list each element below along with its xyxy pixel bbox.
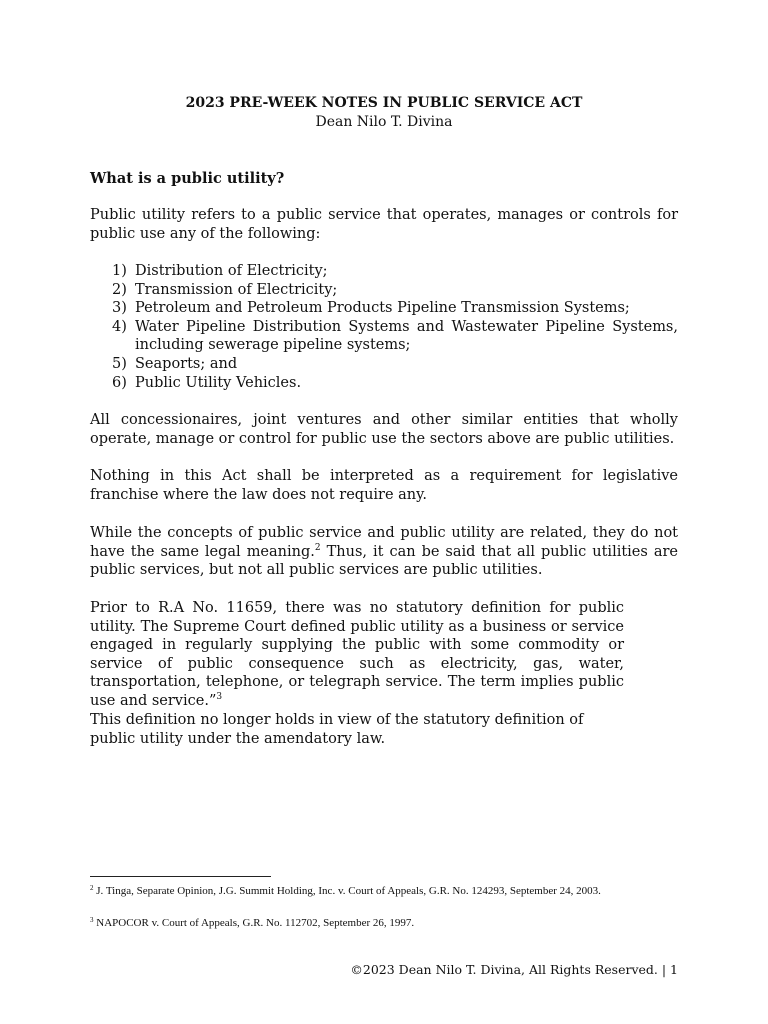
footnote-text: NAPOCOR v. Court of Appeals, G.R. No. 112702, September 26, 1997. (93, 917, 415, 929)
list-number: 2) (112, 281, 127, 298)
footnote-2 (90, 884, 678, 899)
prior-paragraph (90, 599, 624, 711)
footnote-ref-2: 2 (314, 542, 321, 553)
concessionaires-paragraph: All concessionaires, joint ventures and other similar entities that wholly operate, manage or control for public use the sectors above are public utilities. (90, 412, 678, 447)
list-number: 3) (112, 300, 127, 317)
list-text: Petroleum and Petroleum Products Pipeline Transmission Systems; (135, 300, 630, 317)
list-item (112, 281, 678, 300)
list-text: Water Pipeline Distribution Systems and Wastewater Pipeline Systems, including sewerage pipeline systems; (135, 318, 678, 354)
footnote-divider (90, 876, 271, 877)
list-text: Seaports; and (135, 355, 238, 372)
document-title: 2023 PRE-WEEK NOTES IN PUBLIC SERVICE ACT (185, 95, 583, 111)
list-item (112, 374, 678, 393)
list-number: 5) (112, 355, 127, 372)
footnote-mark: 2 (90, 884, 94, 892)
concepts-text-a: While the concepts of public service and public utility are related, they do not have the same legal meaning. (90, 525, 678, 560)
footnote-3 (90, 916, 678, 931)
intro-paragraph: Public utility refers to a public service that operates, manages or controls for public use any of the following: (90, 207, 678, 242)
list-item (112, 262, 678, 281)
footnote-mark: 3 (90, 916, 94, 924)
franchise-paragraph: Nothing in this Act shall be interpreted as a requirement for legislative franchise where the law does not require any. (90, 468, 678, 503)
list-item (112, 299, 678, 318)
utility-list (112, 262, 678, 392)
footnote-text: J. Tinga, Separate Opinion, J.G. Summit Holding, Inc. v. Court of Appeals, G.R. No. 124293, September 24, 2003. (93, 885, 601, 897)
footnote-ref-3: 3 (216, 691, 223, 702)
list-text: Public Utility Vehicles. (135, 374, 302, 391)
document-author: Dean Nilo T. Divina (315, 114, 453, 130)
concepts-text-b: Thus, it can be said that all public utilities are public services, but not all public services are public utilities. (90, 543, 678, 579)
list-number: 6) (112, 374, 127, 391)
concepts-paragraph (90, 524, 678, 580)
list-item (112, 355, 678, 374)
list-item (112, 318, 678, 355)
page-footer: ©2023 Dean Nilo T. Divina, All Rights Reserved. | 1 (350, 962, 678, 977)
prior-text: Prior to R.A No. 11659, there was no statutory definition for public utility. The Supreme Court defined public utility as a business or service engaged in regularly supplying the public with some commodity or service of public consequence such as electricity, gas, water, transportation, telephone, or telegraph service. The term implies public use and service.” (90, 600, 624, 709)
list-text: Transmission of Electricity; (135, 281, 338, 298)
list-text: Distribution of Electricity; (135, 263, 328, 279)
definition-paragraph: This definition no longer holds in view of the statutory definition of public utility under the amendatory law. (90, 712, 584, 747)
section-heading: What is a public utility? (90, 170, 285, 187)
list-number: 4) (112, 318, 127, 335)
list-number: 1) (112, 263, 127, 279)
